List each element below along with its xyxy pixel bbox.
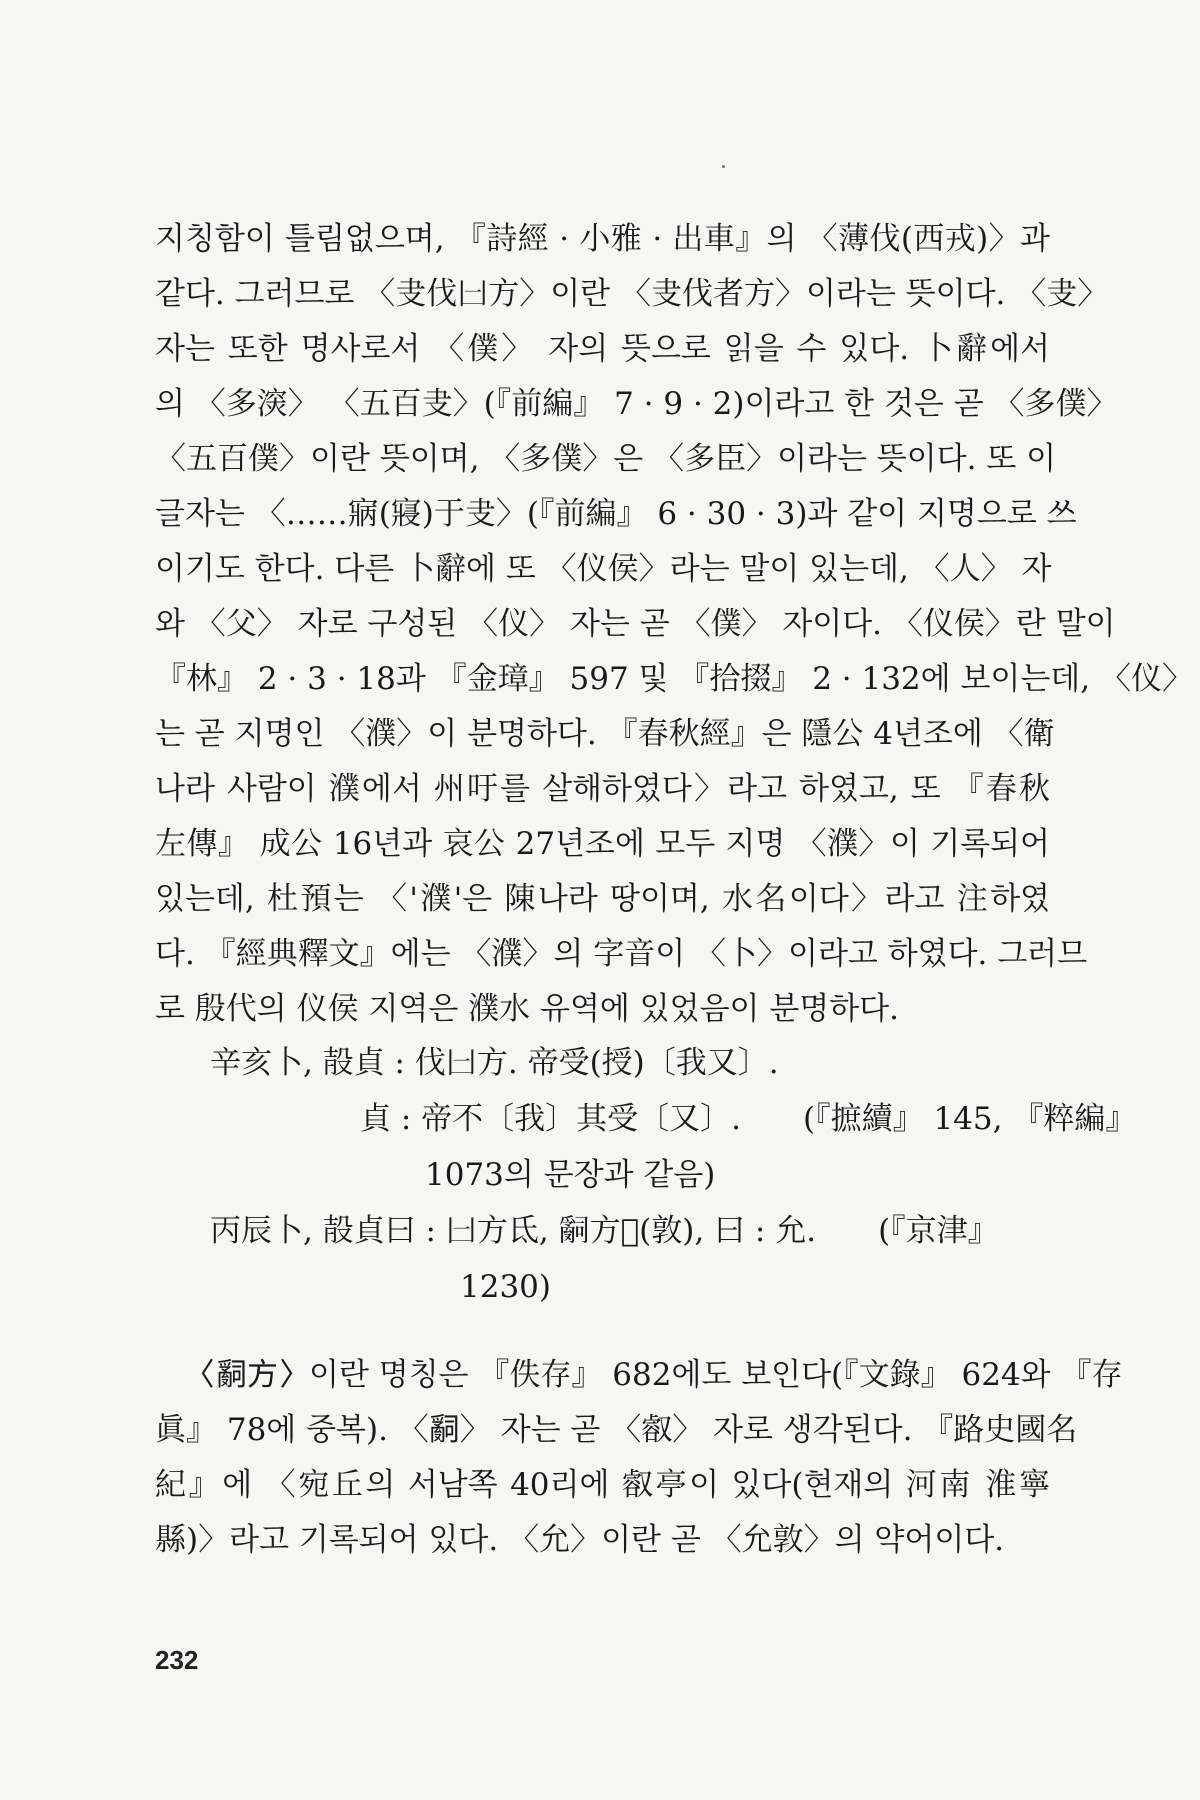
text-line: 이기도 한다. 다른 卜辭에 또 〈仪侯〉라는 말이 있는데, 〈人〉 자 bbox=[155, 551, 1052, 587]
text-line: 다. 『經典釋文』에는 〈濮〉의 字音이 〈卜〉이라고 하였다. 그러므 bbox=[155, 936, 1088, 972]
text-line: 〈五百僕〉이란 뜻이며, 〈多僕〉은 〈多臣〉이라는 뜻이다. 또 이 bbox=[155, 441, 1057, 477]
main-paragraph bbox=[155, 212, 1193, 1037]
text-line: 〈𤔲方〉이란 명칭은 『佚存』 682에도 보인다(『文錄』 624와 『存 bbox=[185, 1357, 1123, 1393]
speck-mark bbox=[722, 165, 725, 168]
quote-line: 1073의 문장과 같음) bbox=[425, 1157, 716, 1193]
text-line: 있는데, 杜預는 〈'濮'은 陳나라 땅이며, 水名이다〉라고 注하였 bbox=[155, 881, 1050, 917]
text-line: 紀』에 〈宛丘의 서남쪽 40리에 㕡亭이 있다(현재의 河南 淮寧 bbox=[155, 1467, 1050, 1503]
text-line: 縣)〉라고 기록되어 있다. 〈允〉이란 곧 〈允敦〉의 약어이다. bbox=[155, 1522, 1005, 1558]
second-paragraph bbox=[155, 1348, 1123, 1568]
text-line: 眞』 78에 중복). 〈𤔲〉 자는 곧 〈㕡〉 자로 생각된다. 『路史國名 bbox=[155, 1412, 1078, 1448]
oracle-inscription-quote bbox=[210, 1035, 1137, 1315]
text-line: 나라 사람이 濮에서 州吁를 살해하였다〉라고 하였고, 또 『春秋 bbox=[155, 771, 1050, 807]
text-line: 로 殷代의 仪侯 지역은 濮水 유역에 있었음이 분명하다. bbox=[155, 991, 899, 1027]
quote-line: 貞 : 帝不〔我〕其受〔又〕. (『摭續』 145, 『粹編』 bbox=[360, 1101, 1137, 1137]
text-line: 같다. 그러므로 〈叏伐𠙵方〉이란 〈叏伐者方〉이라는 뜻이다. 〈叏〉 bbox=[155, 276, 1109, 312]
page-number: 232 bbox=[155, 1645, 199, 1675]
text-line: 글자는 〈……寎(寢)于叏〉(『前編』 6 · 30 · 3)과 같이 지명으로 쓰 bbox=[155, 496, 1077, 532]
quote-line: 辛亥卜, 㱿貞 : 伐𠙵方. 帝受(授)〔我又〕. bbox=[210, 1045, 779, 1081]
text-line: 는 곧 지명인 〈濮〉이 분명하다. 『春秋經』은 隱公 4년조에 〈衛 bbox=[155, 716, 1055, 752]
text-line: 자는 또한 명사로서 〈僕〉 자의 뜻으로 읽을 수 있다. 卜辭에서 bbox=[155, 331, 1050, 367]
quote-line: 1230) bbox=[460, 1269, 551, 1305]
quote-line: 丙辰卜, 㱿貞曰 : 𠙵方氐, 𤔲方𦎫(敦), 曰 : 允. (『京津』 bbox=[210, 1213, 999, 1249]
text-line: 와 〈父〉 자로 구성된 〈仪〉 자는 곧 〈僕〉 자이다. 〈仪侯〉란 말이 bbox=[155, 606, 1116, 642]
text-line: 左傳』 成公 16년과 哀公 27년조에 모두 지명 〈濮〉이 기록되어 bbox=[155, 826, 1050, 862]
text-line: 『林』 2 · 3 · 18과 『金璋』 597 및 『拾掇』 2 · 132에 보이는데, 〈仪〉 bbox=[155, 661, 1193, 697]
text-line: 의 〈多㴱〉 〈五百叏〉(『前編』 7 · 9 · 2)이라고 한 것은 곧 〈多僕〉 bbox=[155, 386, 1118, 422]
text-line: 지칭함이 틀림없으며, 『詩經 · 小雅 · 出車』의 〈薄伐(西戎)〉과 bbox=[155, 221, 1050, 257]
